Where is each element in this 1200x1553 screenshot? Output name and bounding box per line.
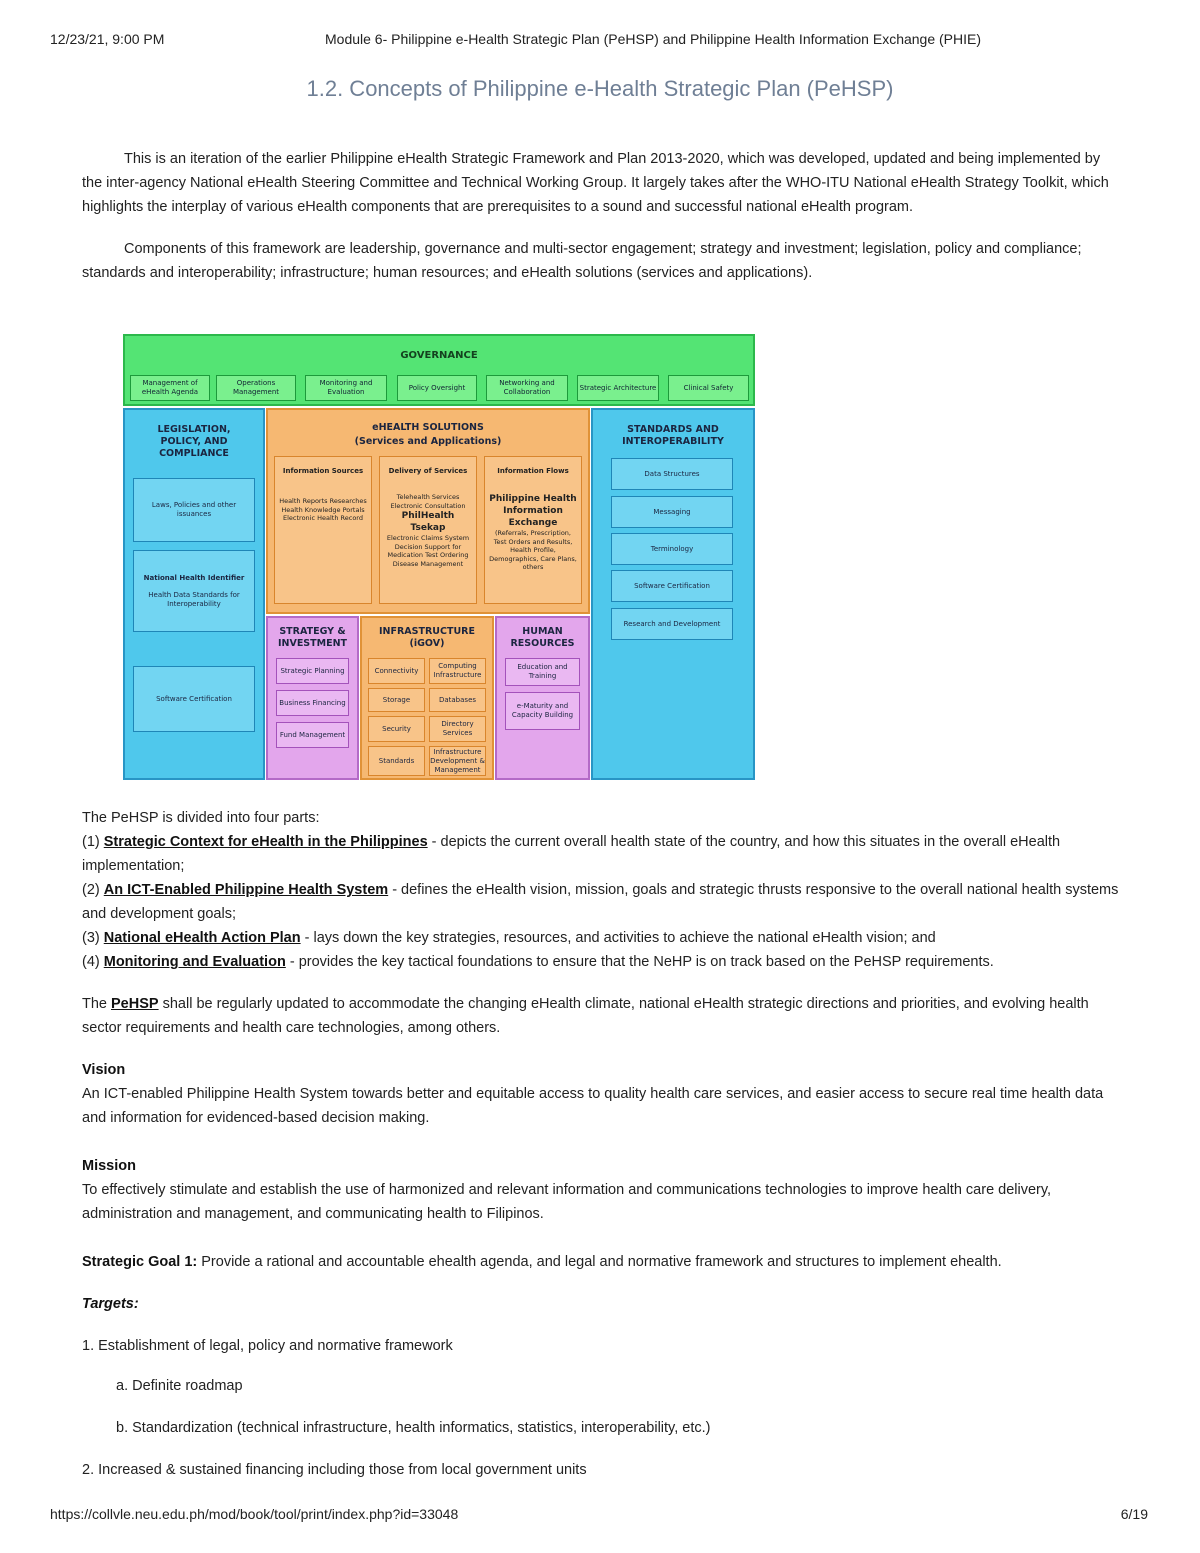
information-flows-title: Information Flows (497, 467, 569, 475)
standards-item: Messaging (611, 496, 733, 528)
software-certification-box: Software Certification (133, 666, 255, 732)
pehsp-link[interactable]: PeHSP (111, 996, 159, 1012)
information-sources-body: Health Reports Researches Health Knowledge Portals Electronic Health Record (279, 497, 367, 522)
infrastructure-item: Databases (429, 688, 486, 712)
part-3 (82, 926, 1122, 950)
target-1b: b. Standardization (technical infrastructure, health informatics, statistics, interoperability, etc.) (116, 1420, 711, 1436)
infrastructure-item: Directory Services (429, 716, 486, 742)
part-number: (1) (82, 834, 104, 850)
update-text: shall be regularly updated to accommodate the changing eHealth climate, national eHealth strategic directions and priorities, and evolving health sector requirements and health care technologies, among others. (82, 996, 1089, 1036)
part-2 (82, 878, 1122, 926)
update-pre: The (82, 996, 112, 1012)
part-3-link[interactable]: National eHealth Action Plan (103, 930, 301, 946)
infrastructure-item: Infrastructure Development & Management (429, 746, 486, 776)
governance-item: Strategic Architecture (577, 375, 659, 401)
part-2-link[interactable]: An ICT-Enabled Philippine Health System (103, 882, 389, 898)
human-resources-block (495, 616, 590, 780)
intro-paragraph-1: This is an iteration of the earlier Philippine eHealth Strategic Framework and Plan 2013-2020, which was developed, updated and being implemented by the inter-agency National eHealth Steering Committee and Technical Working Group. It largely takes after the WHO-ITU National eHealth Strategy Toolkit, which highlights the interplay of various eHealth components that are prerequisites to a sound and successful national eHealth program. (82, 151, 1109, 215)
information-flows-body (485, 493, 581, 572)
information-flows-text: (Referrals, Prescription, Test Orders and Results, Health Profile, Demographics, Care Plans, others (489, 529, 577, 571)
intro-paragraph-2: Components of this framework are leadership, governance and multi-sector engagement; strategy and investment; legislation, policy and compliance; standards and interoperability; infrastructure; human resources; and eHealth solutions (services and applications). (82, 241, 1082, 281)
infrastructure-item: Connectivity (368, 658, 425, 684)
vision-heading: Vision (82, 1062, 126, 1078)
strategy-item: Fund Management (276, 722, 349, 748)
delivery-of-services-title: Delivery of Services (388, 467, 468, 475)
standards-item: Software Certification (611, 570, 733, 602)
standards-item: Research and Development (611, 608, 733, 640)
governance-item: Operations Management (216, 375, 296, 401)
strategy-item: Strategic Planning (276, 658, 349, 684)
identifier-label: National Health Identifier (143, 573, 245, 582)
part-4-link[interactable]: Monitoring and Evaluation (103, 954, 286, 970)
print-page-title: Module 6- Philippine e-Health Strategic Plan (PeHSP) and Philippine Health Information Exchange (PHIE) (325, 31, 982, 47)
mission-heading: Mission (82, 1158, 136, 1174)
phie-label: Philippine Health Information Exchange (489, 494, 577, 528)
infrastructure-item: Storage (368, 688, 425, 712)
human-resources-title: HUMAN RESOURCES (510, 626, 575, 649)
infrastructure-item: Computing Infrastructure (429, 658, 486, 684)
target-1a: a. Definite roadmap (116, 1378, 243, 1394)
information-sources-title: Information Sources (282, 467, 364, 475)
parts-intro: The PeHSP is divided into four parts: (82, 810, 320, 826)
print-date: 12/23/21, 9:00 PM (50, 31, 165, 47)
update-paragraph (82, 992, 1122, 1040)
part-1-text: - depicts the current overall health state of the country, and how this situates in the overall eHealth implementation; (82, 834, 1061, 874)
human-resources-item: e-Maturity and Capacity Building (505, 692, 580, 730)
standards-title: STANDARDS AND INTEROPERABILITY (622, 424, 724, 447)
parts-section (82, 806, 1122, 1482)
infrastructure-block (360, 616, 494, 780)
governance-item: Management of eHealth Agenda (130, 375, 210, 401)
philhealth-tsekap-label: PhilHealth Tsekap (401, 511, 455, 533)
goal-label: Strategic Goal 1: (82, 1254, 198, 1270)
target-1: 1. Establishment of legal, policy and normative framework (82, 1338, 453, 1354)
information-flows-box (484, 456, 582, 604)
standards-block (591, 408, 755, 780)
solutions-subtitle: (Services and Applications) (354, 436, 502, 447)
targets-heading: Targets: (82, 1296, 139, 1312)
governance-item: Monitoring and Evaluation (305, 375, 387, 401)
governance-item: Networking and Collaboration (486, 375, 568, 401)
vision-text: An ICT-enabled Philippine Health System towards better and equitable access to quality health care services, and easier access to secure real time health data and information for evidenced-based decision making. (82, 1086, 1104, 1126)
legislation-block (123, 408, 265, 780)
laws-box: Laws, Policies and other issuances (133, 478, 255, 542)
infrastructure-title: INFRASTRUCTURE (iGOV) (379, 626, 475, 649)
part-number: (4) (82, 954, 104, 970)
part-4 (82, 950, 1122, 974)
solutions-title: eHEALTH SOLUTIONS (372, 422, 484, 433)
part-1 (82, 830, 1122, 878)
governance-block (123, 334, 755, 406)
strategy-item: Business Financing (276, 690, 349, 716)
ehealth-solutions-block (266, 408, 590, 614)
target-2: 2. Increased & sustained financing including those from local government units (82, 1462, 587, 1478)
legislation-title: LEGISLATION, POLICY, AND COMPLIANCE (157, 424, 231, 459)
delivery-top-text: Telehealth Services Electronic Consultation (390, 493, 466, 510)
governance-title: GOVERNANCE (400, 350, 478, 361)
strategic-goal-1 (82, 1250, 1122, 1274)
human-resources-item: Education and Training (505, 658, 580, 686)
strategy-title: STRATEGY & INVESTMENT (277, 626, 348, 649)
section-title: 1.2. Concepts of Philippine e-Health Strategic Plan (PeHSP) (306, 76, 894, 101)
goal-text: Provide a rational and accountable ehealth agenda, and legal and normative framework and structures to implement ehealth. (197, 1254, 1002, 1270)
part-1-link[interactable]: Strategic Context for eHealth in the Philippines (103, 834, 428, 850)
part-4-text: - provides the key tactical foundations to ensure that the NeHP is on track based on the PeHSP requirements. (285, 954, 994, 970)
delivery-of-services-body (380, 493, 476, 568)
mission-text: To effectively stimulate and establish the use of harmonized and relevant information and communications technologies to improve health care delivery, administration and management, and communicating health to Filipinos. (82, 1182, 1052, 1222)
governance-item: Clinical Safety (668, 375, 749, 401)
delivery-bottom-text: Electronic Claims System Decision Support for Medication Test Ordering Disease Management (386, 534, 470, 568)
standards-item: Data Structures (611, 458, 733, 490)
part-3-text: - lays down the key strategies, resources, and activities to achieve the national eHealth vision; and (300, 930, 936, 946)
intro-section (82, 147, 1122, 285)
governance-item: Policy Oversight (397, 375, 477, 401)
page-number: 6/19 (1120, 1506, 1148, 1522)
part-number: (2) (82, 882, 104, 898)
print-url: https://collvle.neu.edu.ph/mod/book/tool/print/index.php?id=33048 (50, 1506, 459, 1522)
data-standards-label: Health Data Standards for Interoperability (148, 590, 240, 608)
delivery-of-services-box (379, 456, 477, 604)
identifier-box (133, 550, 255, 632)
infrastructure-item: Standards (368, 746, 425, 776)
strategy-block (266, 616, 359, 780)
infrastructure-item: Security (368, 716, 425, 742)
part-2-text: - defines the eHealth vision, mission, goals and strategic thrusts responsive to the overall national health systems and development goals; (82, 882, 1119, 922)
part-number: (3) (82, 930, 104, 946)
ehealth-framework-diagram (123, 334, 755, 780)
information-sources-box (274, 456, 372, 604)
standards-item: Terminology (611, 533, 733, 565)
